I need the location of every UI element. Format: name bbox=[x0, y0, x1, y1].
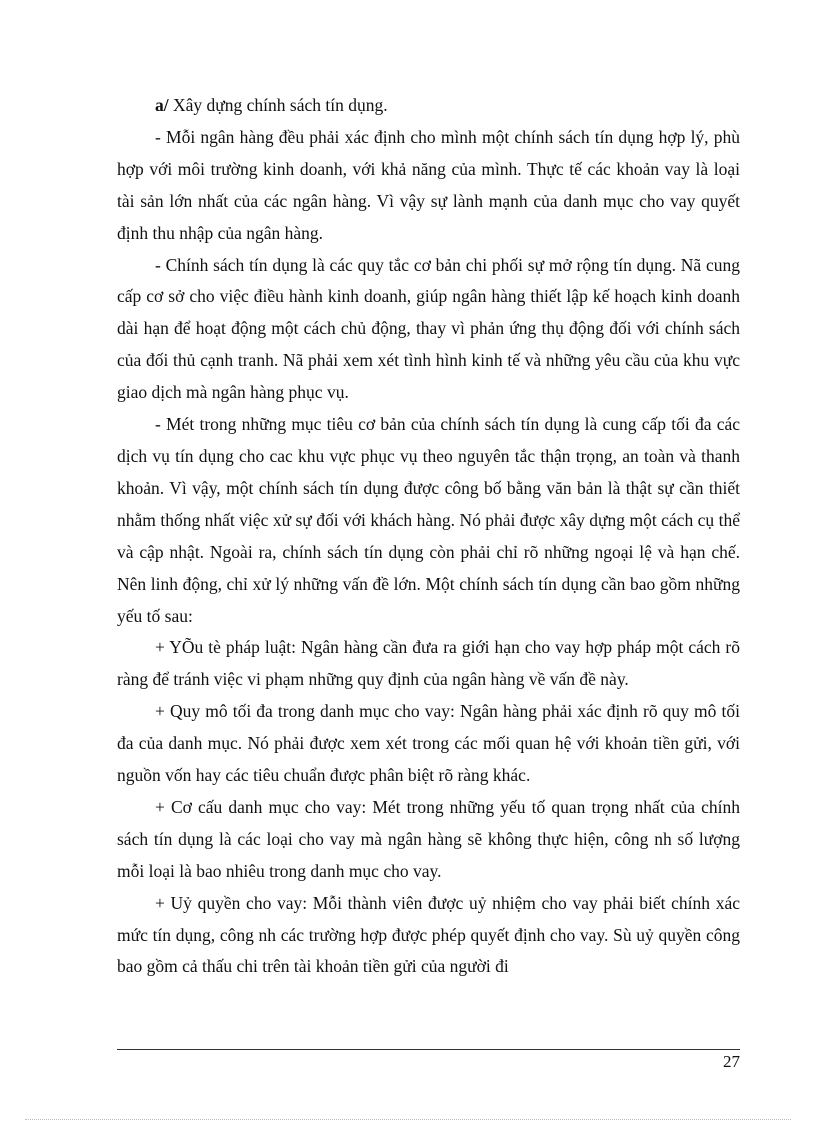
paragraph-max-scale: + Quy mô tối đa trong danh mục cho vay: Ngân hàng phải xác định rõ quy mô tối đa của danh mục. Nó phải được xem xét trong các mối quan hệ với khoản tiền gửi, với nguồn vốn hay các tiêu chuẩn được phân biệt rõ ràng khác. bbox=[117, 701, 740, 786]
section-label: a/ bbox=[155, 95, 169, 115]
paragraph-3: - Mét trong những mục tiêu cơ bản của chính sách tín dụng là cung cấp tối đa các dịch vụ tín dụng cho cac khu vực phục vụ theo nguyên tắc thận trọng, an toàn và thanh khoản. Vì vậy, một chính sách tín dụng được công bố bằng văn bản là thật sự cần thiết nhằm thống nhất việc xử sự đối với khách hàng. Nó phải được xây dựng một cách cụ thể và cập nhật. Ngoài ra, chính sách tín dụng còn phải chỉ rõ những ngoại lệ và hạn chế. Nên linh động, chỉ xử lý những vấn đề lớn. Một chính sách tín dụng cần bao gồm những yếu tố sau: bbox=[117, 414, 740, 626]
paragraph-portfolio-structure: + Cơ cấu danh mục cho vay: Mét trong những yếu tố quan trọng nhất của chính sách tín dụng là các loại cho vay mà ngân hàng sẽ không thực hiện, công nh số lượng mỗi loại là bao nhiêu trong danh mục cho vay. bbox=[117, 796, 740, 881]
page-number: 27 bbox=[723, 1052, 740, 1071]
body-text bbox=[117, 90, 740, 983]
paragraph-loan-authorization: + Uỷ quyền cho vay: Mỗi thành viên được uỷ nhiệm cho vay phải biết chính xác mức tín dụng, công nh các trường hợp được phép quyết định cho vay. Sù uỷ quyền công bao gồm cả thấu chi trên tài khoản tiền gửi của người đi bbox=[117, 892, 740, 977]
paragraph-1: - Mỗi ngân hàng đều phải xác định cho mình một chính sách tín dụng hợp lý, phù hợp với môi trường kinh doanh, với khả năng của mình. Thực tế các khoản vay là loại tài sản lớn nhất của các ngân hàng. Vì vậy sự lành mạnh của danh mục cho vay quyết định thu nhập của ngân hàng. bbox=[117, 126, 740, 243]
footer-divider bbox=[117, 1049, 740, 1050]
page-bottom-dotted-line bbox=[25, 1119, 791, 1120]
section-heading bbox=[117, 90, 740, 122]
paragraph-2: - Chính sách tín dụng là các quy tắc cơ bản chi phối sự mở rộng tín dụng. Nã cung cấp cơ sở cho việc điều hành kinh doanh, giúp ngân hàng thiết lập kế hoạch kinh doanh dài hạn để hoạt động một cách chủ động, thay vì phản ứng thụ động đối với chính sách của đối thủ cạnh tranh. Nã phải xem xét tình hình kinh tế và những yêu cầu của khu vực giao dịch mà ngân hàng phục vụ. bbox=[117, 254, 740, 403]
section-title: Xây dựng chính sách tín dụng. bbox=[168, 95, 388, 115]
paragraph-legal-factor: + YÕu tè pháp luật: Ngân hàng cần đưa ra giới hạn cho vay hợp pháp một cách rõ ràng để tránh việc vi phạm những quy định của ngân hàng về vấn đề này. bbox=[117, 637, 740, 690]
